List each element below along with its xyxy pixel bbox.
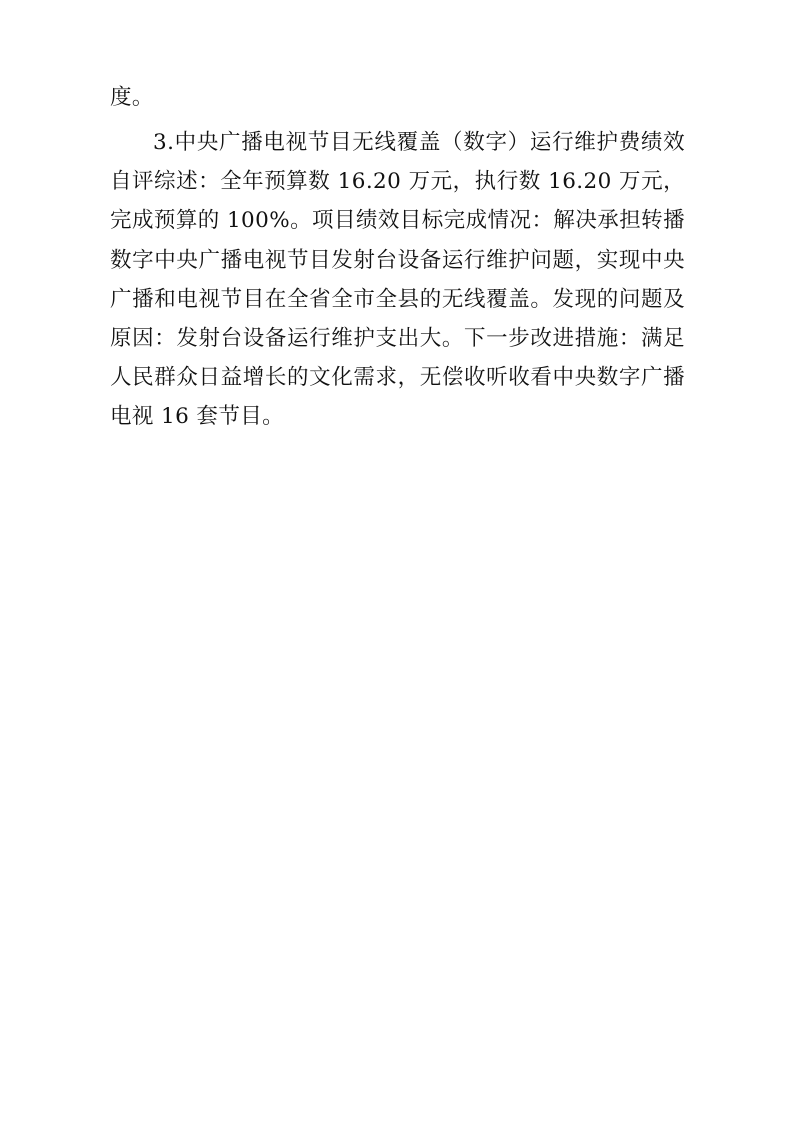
document-body [110,78,685,436]
paragraph-carryover: 度。 [110,85,154,110]
paragraph-item-3: 3.中央广播电视节目无线覆盖（数字）运行维护费绩效自评综述：全年预算数 16.20 万元，执行数 16.20 万元，完成预算的 100%。项目绩效目标完成情况：解决承担转播数字中央广播电视节目发射台设备运行维护问题，实现中央广播和电视节目在全省全市全县的无线覆盖。发现的问题及原因：发射台设备运行维护支出大。下一步改进措施：满足人民群众日益增长的文化需求，无偿收听收看中央数字广播电视 16 套节目。 [110,130,685,429]
